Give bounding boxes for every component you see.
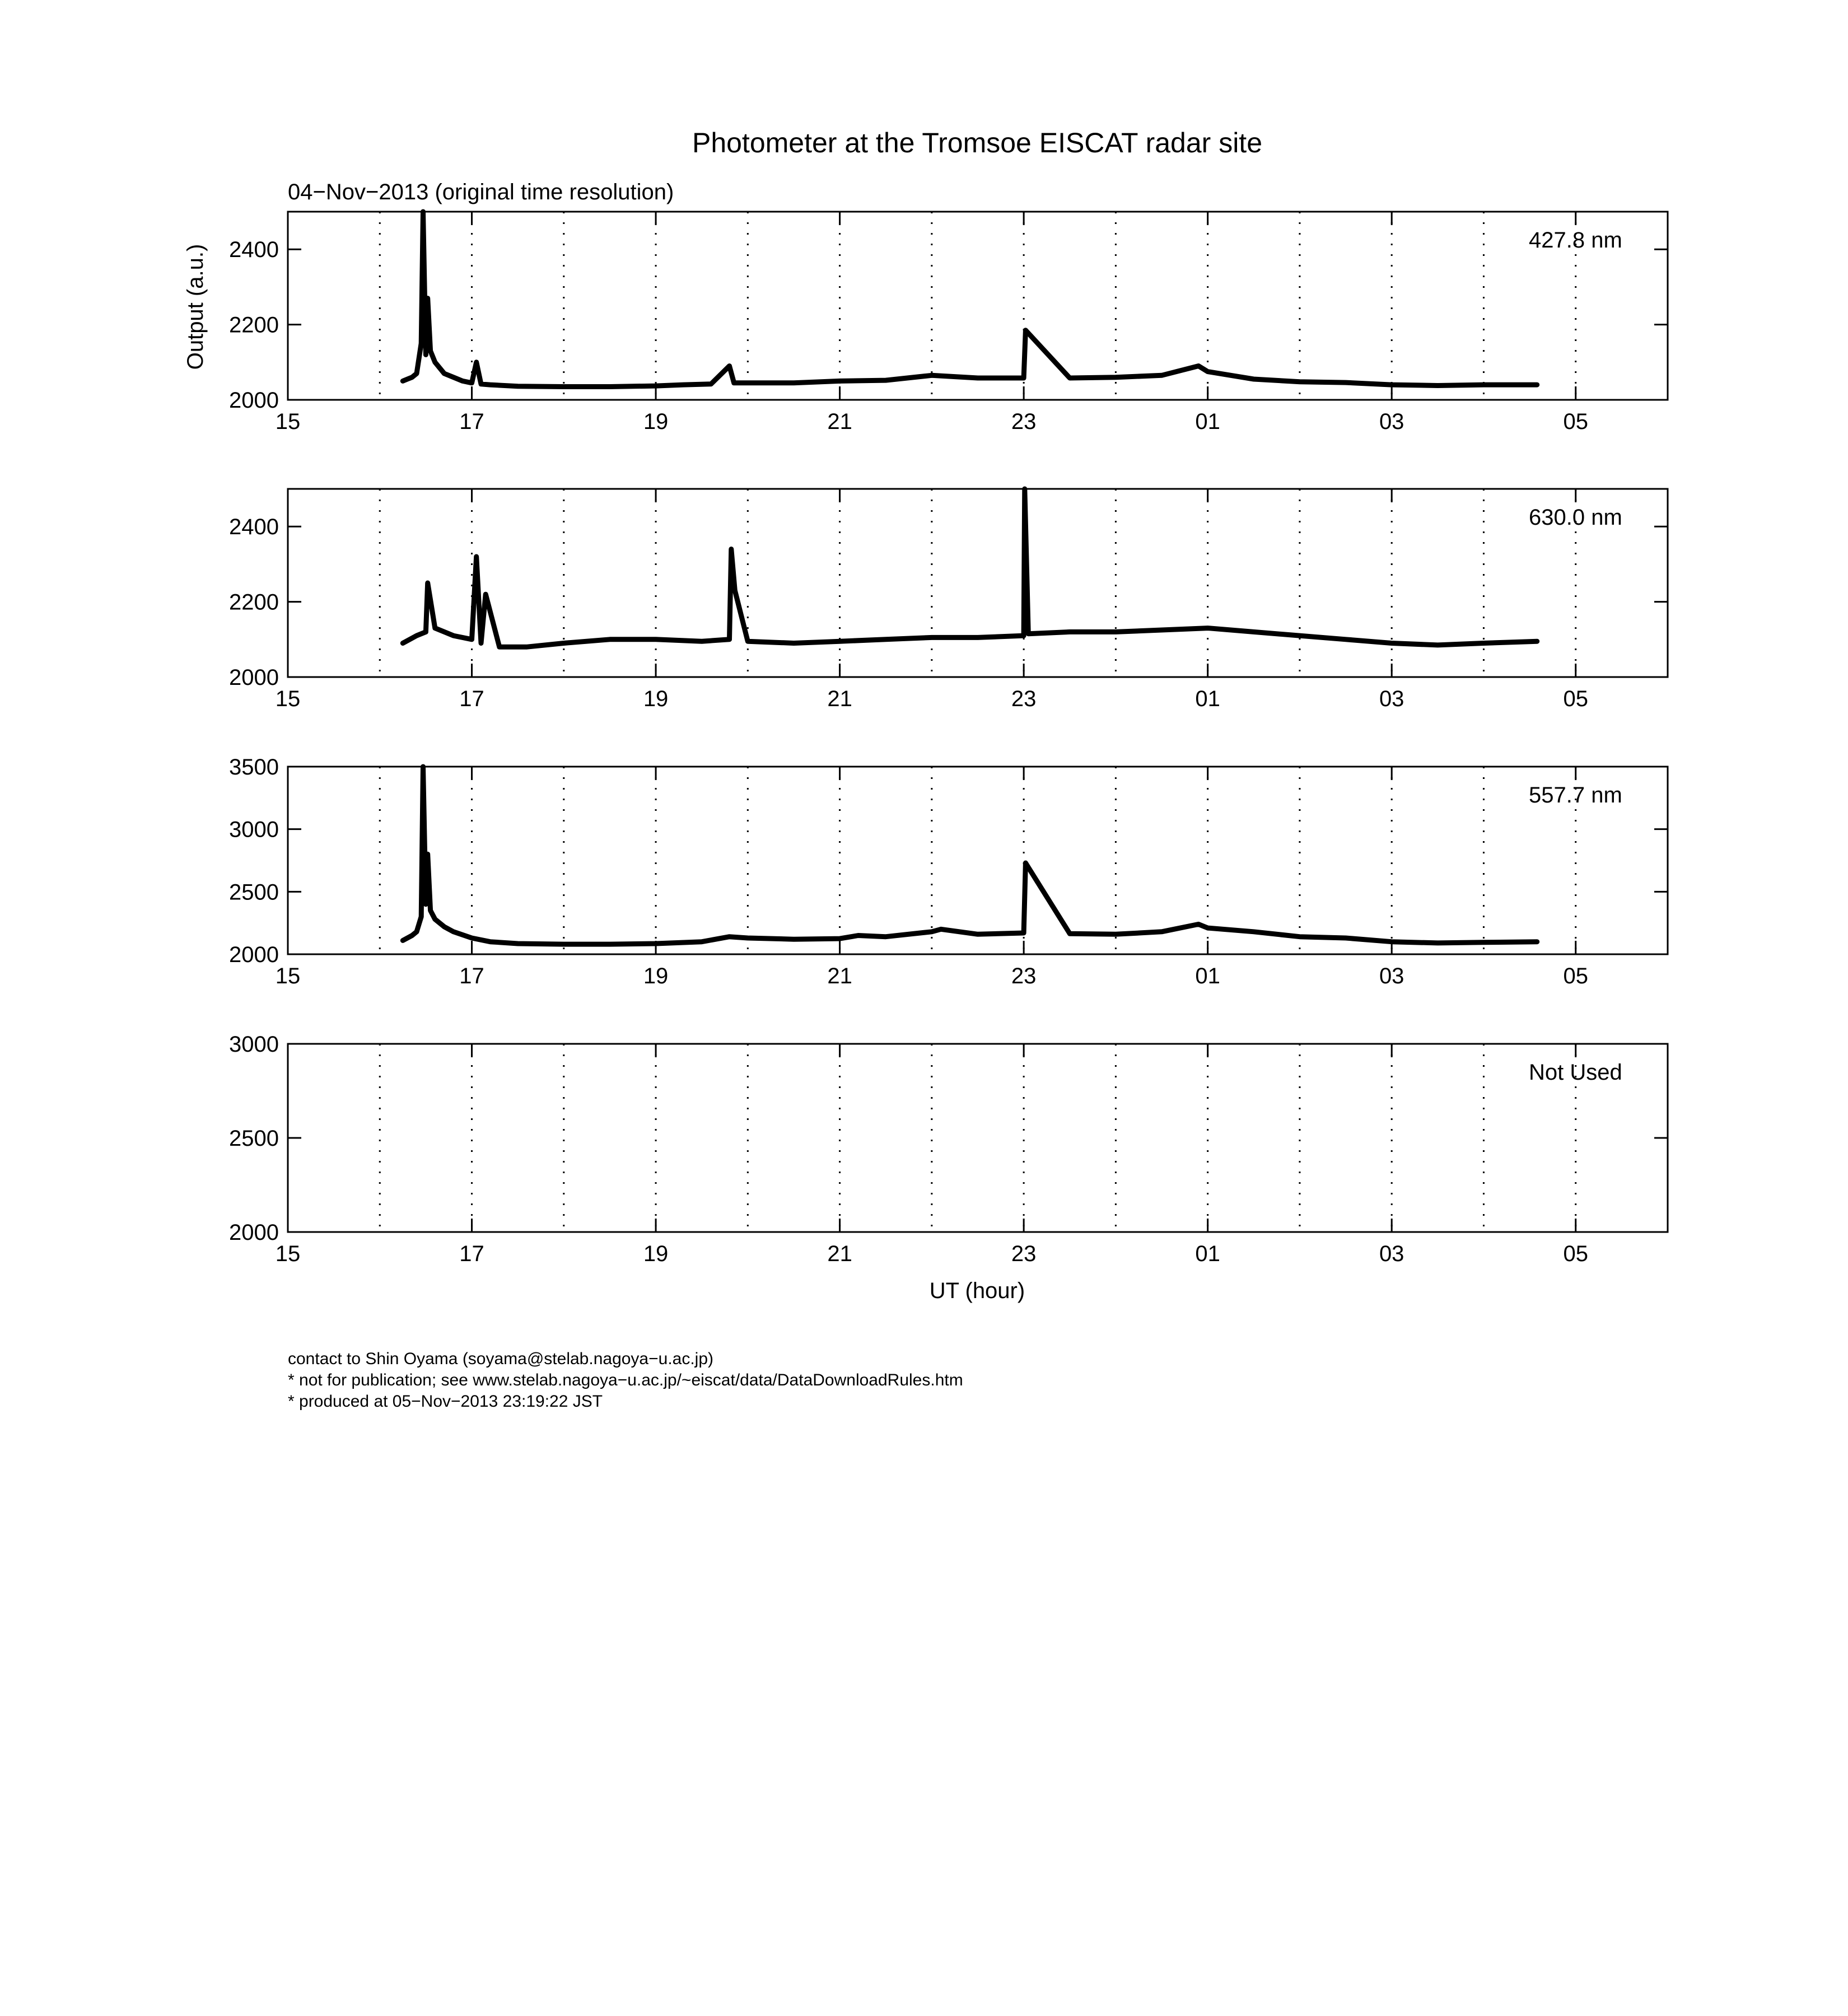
x-tick-label: 05 [1563,1242,1588,1266]
x-tick-label: 03 [1379,964,1404,988]
x-tick-label: 19 [643,1242,669,1266]
y-tick-label: 2400 [229,237,279,263]
panel-4 [229,1032,1668,1266]
footer-notes [288,1348,963,1412]
panels [229,212,1668,1266]
footer-publication-note: * not for publication; see www.stelab.nagoya−u.ac.jp/~eiscat/data/DataDownloadRules.htm [288,1371,963,1389]
x-tick-label: 03 [1379,1242,1404,1266]
channel-label: 630.0 nm [1529,505,1622,530]
y-tick-label: 2000 [229,665,279,690]
y-tick-label: 2000 [229,1220,279,1245]
footer-produced-at: * produced at 05−Nov−2013 23:19:22 JST [288,1392,603,1411]
channel-label: 427.8 nm [1529,228,1622,253]
x-tick-label: 23 [1011,687,1037,711]
plot-frame [288,1044,1668,1232]
y-axis-label: Output (a.u.) [183,244,208,370]
x-tick-label: 23 [1011,409,1037,434]
x-tick-label: 15 [275,964,301,988]
x-tick-label: 19 [643,687,669,711]
x-tick-label: 21 [827,1242,852,1266]
plot-frame [288,767,1668,954]
plot-frame [288,212,1668,400]
panel-1 [229,212,1668,434]
x-tick-label: 23 [1011,1242,1037,1266]
panel-3 [229,755,1668,988]
x-tick-label: 05 [1563,687,1588,711]
y-tick-label: 2400 [229,515,279,540]
x-tick-label: 21 [827,964,852,988]
x-tick-label: 01 [1195,964,1220,988]
x-tick-label: 01 [1195,687,1220,711]
x-tick-label: 17 [459,409,484,434]
y-tick-label: 2000 [229,388,279,413]
x-tick-label: 05 [1563,409,1588,434]
x-axis-label: UT (hour) [929,1278,1025,1303]
x-tick-label: 01 [1195,409,1220,434]
y-tick-label: 2500 [229,1126,279,1151]
series-line-1 [403,489,1537,647]
x-tick-label: 19 [643,964,669,988]
x-tick-label: 17 [459,687,484,711]
x-tick-label: 19 [643,409,669,434]
x-tick-label: 03 [1379,409,1404,434]
x-tick-label: 05 [1563,964,1588,988]
y-tick-label: 3500 [229,755,279,780]
x-tick-label: 17 [459,964,484,988]
channel-label: Not Used [1529,1060,1622,1085]
x-tick-label: 23 [1011,964,1037,988]
plot-frame [288,489,1668,677]
x-tick-label: 21 [827,687,852,711]
y-tick-label: 2200 [229,312,279,338]
figure-title: Photometer at the Tromsoe EISCAT radar site [692,127,1263,158]
x-tick-label: 03 [1379,687,1404,711]
x-tick-label: 15 [275,687,301,711]
series-line-1 [403,767,1537,944]
x-tick-label: 17 [459,1242,484,1266]
y-tick-label: 3000 [229,817,279,842]
y-tick-label: 2200 [229,590,279,615]
panel-2 [229,489,1668,711]
y-tick-label: 3000 [229,1032,279,1057]
figure-subtitle: 04−Nov−2013 (original time resolution) [288,180,674,204]
y-tick-label: 2000 [229,942,279,967]
series-line-1 [403,212,1537,387]
x-tick-label: 01 [1195,1242,1220,1266]
x-tick-label: 15 [275,409,301,434]
y-tick-label: 2500 [229,880,279,905]
x-tick-label: 21 [827,409,852,434]
footer-contact: contact to Shin Oyama (soyama@stelab.nagoya−u.ac.jp) [288,1350,714,1368]
channel-label: 557.7 nm [1529,783,1622,808]
x-tick-label: 15 [275,1242,301,1266]
